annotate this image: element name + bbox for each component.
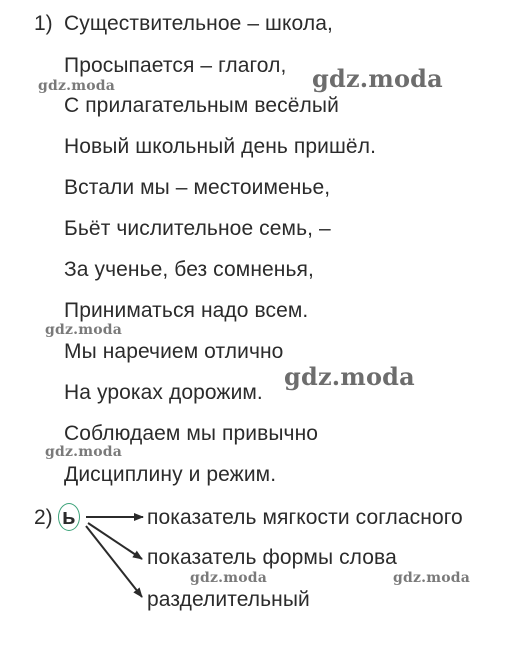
arrow-diagonal-middle: [88, 523, 142, 559]
item-number-1: 1): [34, 12, 53, 35]
watermark: gdz.moda: [38, 78, 116, 94]
watermark: gdz.moda: [45, 444, 123, 460]
watermark: gdz.moda: [393, 570, 471, 586]
poem-line: Просыпается – глагол,: [64, 54, 287, 77]
poem-line: Новый школьный день пришёл.: [64, 135, 376, 158]
watermark: gdz.moda: [312, 64, 443, 93]
poem-line: Дисциплину и режим.: [64, 463, 277, 486]
soft-sign-function: разделительный: [147, 588, 310, 611]
watermark: gdz.moda: [190, 570, 268, 586]
arrow-diagonal-lower: [86, 526, 142, 597]
poem-line: На уроках дорожим.: [64, 381, 263, 404]
poem-line: Приниматься надо всем.: [64, 299, 309, 322]
poem-line: Мы наречием отлично: [64, 340, 284, 363]
poem-line: За ученье, без сомненья,: [64, 258, 314, 281]
watermark: gdz.moda: [45, 322, 123, 338]
soft-sign-function: показатель формы слова: [147, 546, 397, 569]
poem-line: Существительное – школа,: [64, 12, 333, 35]
poem-line: Бьёт числительное семь, –: [64, 217, 331, 240]
soft-sign-function: показатель мягкости согласного: [147, 506, 463, 529]
watermark: gdz.moda: [284, 362, 415, 391]
item-number-2: 2): [34, 506, 53, 529]
poem-line: Соблюдаем мы привычно: [64, 422, 319, 445]
poem-line: Встали мы – местоименье,: [64, 176, 331, 199]
poem-line: С прилагательным весёлый: [64, 94, 339, 117]
soft-sign-letter: ь: [62, 504, 76, 529]
